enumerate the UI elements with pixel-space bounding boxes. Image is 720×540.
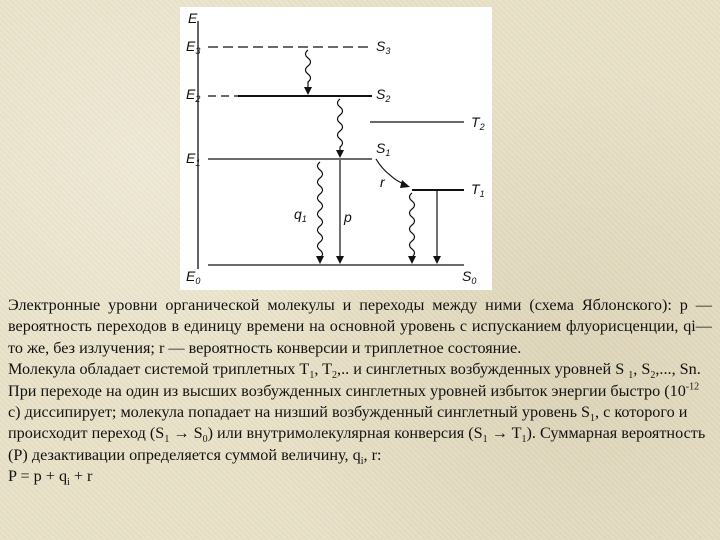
wavy-arrow-t1-s0 xyxy=(410,193,415,262)
caption-formula: $P = p + q_i + r$ xyxy=(8,467,93,489)
wavy-arrow-q1 xyxy=(318,162,323,262)
label-s0: $S_0$ xyxy=(462,268,477,286)
caption-paragraph-2: Молекула обладает системой триплетных $T_1$, $T_2$,.. и синглетных возбужденных уровней S $_1$, $S_2$,..., Sn. При переходе на один из высших возбужденных синглетных уровней избыток энергии быстро ($10^{-12}$ с) диссипирует; молекула попадает на низший возбужденный синглетный уровень $S_1$, с которого и происходит переход $(S_1 \to S_0)$ или внутримолекулярная конверсия $(S_1 \to T_1)$. Суммарная вероятность (P) дезактивации определяется суммой величину, $q_i$, r: xyxy=(8,360,706,468)
label-t2: $T_2$ xyxy=(471,114,485,132)
jablonski-svg xyxy=(180,7,492,290)
level-label-e3: $E_3$ xyxy=(186,38,201,56)
arrowhead-r xyxy=(400,180,410,188)
arrowhead-p xyxy=(336,256,344,264)
arrowhead-s2-s1 xyxy=(336,150,344,158)
label-t1: $T_1$ xyxy=(471,181,485,199)
label-r: r xyxy=(380,174,385,190)
level-label-e0: $E_0$ xyxy=(186,268,201,286)
caption-text xyxy=(8,295,712,488)
label-s2: $S_2$ xyxy=(376,86,391,104)
arrowhead-q1 xyxy=(316,256,324,264)
caption-paragraph-1: Электронные уровни органической молекулы и переходы между ними (схема Яблонского): p — вероятность переходов в единицу времени на основной уровень с испусканием флуорисценции, qi—то же, без излучения; r — вероятность конверсии и триплетное состояние. xyxy=(8,296,712,357)
wavy-arrow-s2-s1 xyxy=(338,99,343,156)
label-s3: $S_3$ xyxy=(376,38,391,56)
arrowhead-s3-s2 xyxy=(304,87,312,95)
jablonski-diagram xyxy=(180,7,492,290)
arrowhead-phosphorescence xyxy=(433,256,441,264)
wavy-arrow-s3-s2 xyxy=(306,50,311,93)
label-s1: $S_1$ xyxy=(376,140,391,158)
label-p: p xyxy=(344,209,352,225)
arrowhead-t1-s0 xyxy=(408,256,416,264)
level-label-e1: $E_1$ xyxy=(186,150,201,168)
label-q1: $q_1$ xyxy=(294,206,307,224)
level-label-e2: $E_2$ xyxy=(186,86,201,104)
axis-label-e: E xyxy=(188,10,198,26)
